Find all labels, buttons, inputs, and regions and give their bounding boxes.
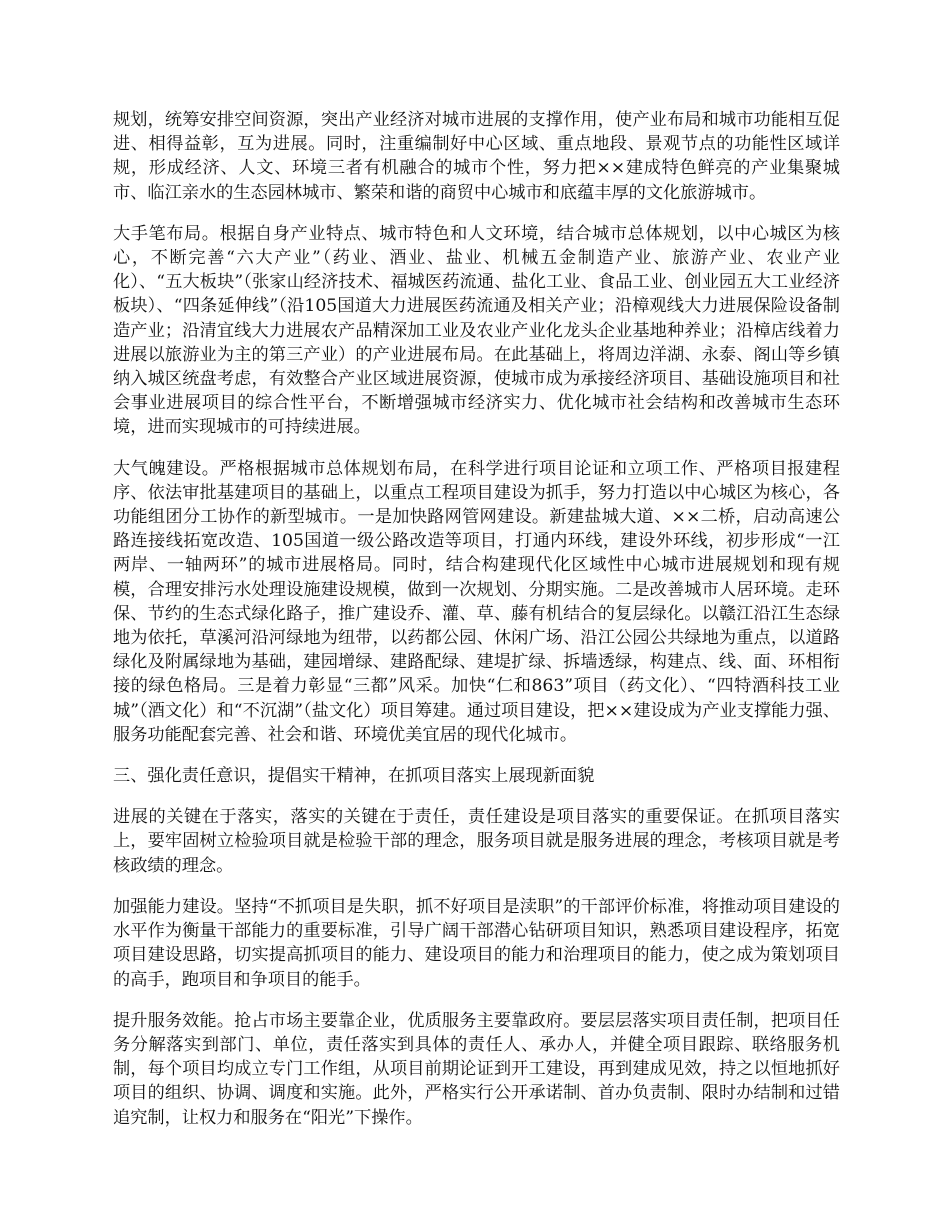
document-page: [113, 108, 840, 1147]
paragraph-layout: 大手笔布局。根据自身产业特点、城市特色和人文环境，结合城市总体规划，以中心城区为核心，不断完善“六大产业”（药业、酒业、盐业、机械五金制造产业、旅游产业、农业产业化）、“五大板块”（张家山经济技术、福城医药流通、盐化工业、食品工业、创业园五大工业经济板块）、“四条延伸线”（沿105国道大力进展医药流通及相关产业；沿樟观线大力进展保险设备制造产业；沿清宜线大力进展农产品精深加工业及农业产业化龙头企业基地种养业；沿樟店线着力进展以旅游业为主的第三产业）的产业进展布局。在此基础上，将周边洋湖、永泰、阁山等乡镇纳入城区统盘考虑，有效整合产业区域进展资源，使城市成为承接经济项目、基础设施项目和社会事业进展项目的综合性平台，不断增强城市经济实力、优化城市社会结构和改善城市生态环境，进而实现城市的可持续进展。: [113, 223, 840, 438]
paragraph-implementation: 进展的关键在于落实，落实的关键在于责任，责任建设是项目落实的重要保证。在抓项目落实上，要牢固树立检验项目就是检验干部的理念，服务项目就是服务进展的理念，考核项目就是考核政绩的理念。: [113, 807, 840, 876]
paragraph-service: 提升服务效能。抢占市场主要靠企业，优质服务主要靠政府。要层层落实项目责任制，把项目任务分解落实到部门、单位，责任落实到具体的责任人、承办人，并健全项目跟踪、联络服务机制，每个项目均成立专门工作组，从项目前期论证到开工建设，再到建成见效，持之以恒地抓好项目的组织、协调、调度和实施。此外，严格实行公开承诺制、首办负责制、限时办结制和过错追究制，让权力和服务在“阳光”下操作。: [113, 1010, 840, 1128]
section-heading: 三、强化责任意识，提倡实干精神，在抓项目落实上展现新面貌: [113, 766, 595, 787]
paragraph-construction: 大气魄建设。严格根据城市总体规划布局，在科学进行项目论证和立项工作、严格项目报建程序、依法审批基建项目的基础上，以重点工程项目建设为抓手，努力打造以中心城区为核心，各功能组团分工协作的新型城市。一是加快路网管网建设。新建盐城大道、××二桥，启动高速公路连接线拓宽改造、105国道一级公路改造等项目，打通内环线，建设外环线，初步形成“一江两岸、一轴两环”的城市进展格局。同时，结合构建现代化区域性中心城市进展规划和现有规模，合理安排污水处理设施建设规模，做到一次规划、分期实施。二是改善城市人居环境。走环保、节约的生态式绿化路子，推广建设乔、灌、草、藤有机结合的复层绿化。以赣江沿江生态绿地为依托，草溪河沿河绿地为纽带，以药都公园、休闲广场、沿江公园公共绿地为重点，以道路绿化及附属绿地为基础，建园增绿、建路配绿、建堤扩绿、拆墙透绿，构建点、线、面、环相衔接的绿色格局。三是着力彰显“三都”风采。加快“仁和863”项目（药文化）、“四特酒科技工业城”（酒文化）和“不沉湖”（盐文化）项目筹建。通过项目建设，把××建设成为产业支撑能力强、服务功能配套完善、社会和谐、环境优美宜居的现代化城市。: [113, 458, 840, 745]
paragraph-capacity: 加强能力建设。坚持“不抓项目是失职，抓不好项目是渎职”的干部评价标准，将推动项目建设的水平作为衡量干部能力的重要标准，引导广阔干部潜心钻研项目知识，熟悉项目建设程序，拓宽项目建设思路，切实提高抓项目的能力、建设项目的能力和治理项目的能力，使之成为策划项目的高手，跑项目和争项目的能手。: [113, 896, 840, 990]
paragraph-urban-planning: 规划，统筹安排空间资源，突出产业经济对城市进展的支撑作用，使产业布局和城市功能相互促进、相得益彰，互为进展。同时，注重编制好中心区域、重点地段、景观节点的功能性区域详规，形成经济、人文、环境三者有机融合的城市个性，努力把××建成特色鲜亮的产业集聚城市、临江亲水的生态园林城市、繁荣和谐的商贸中心城市和底蕴丰厚的文化旅游城市。: [113, 110, 840, 203]
